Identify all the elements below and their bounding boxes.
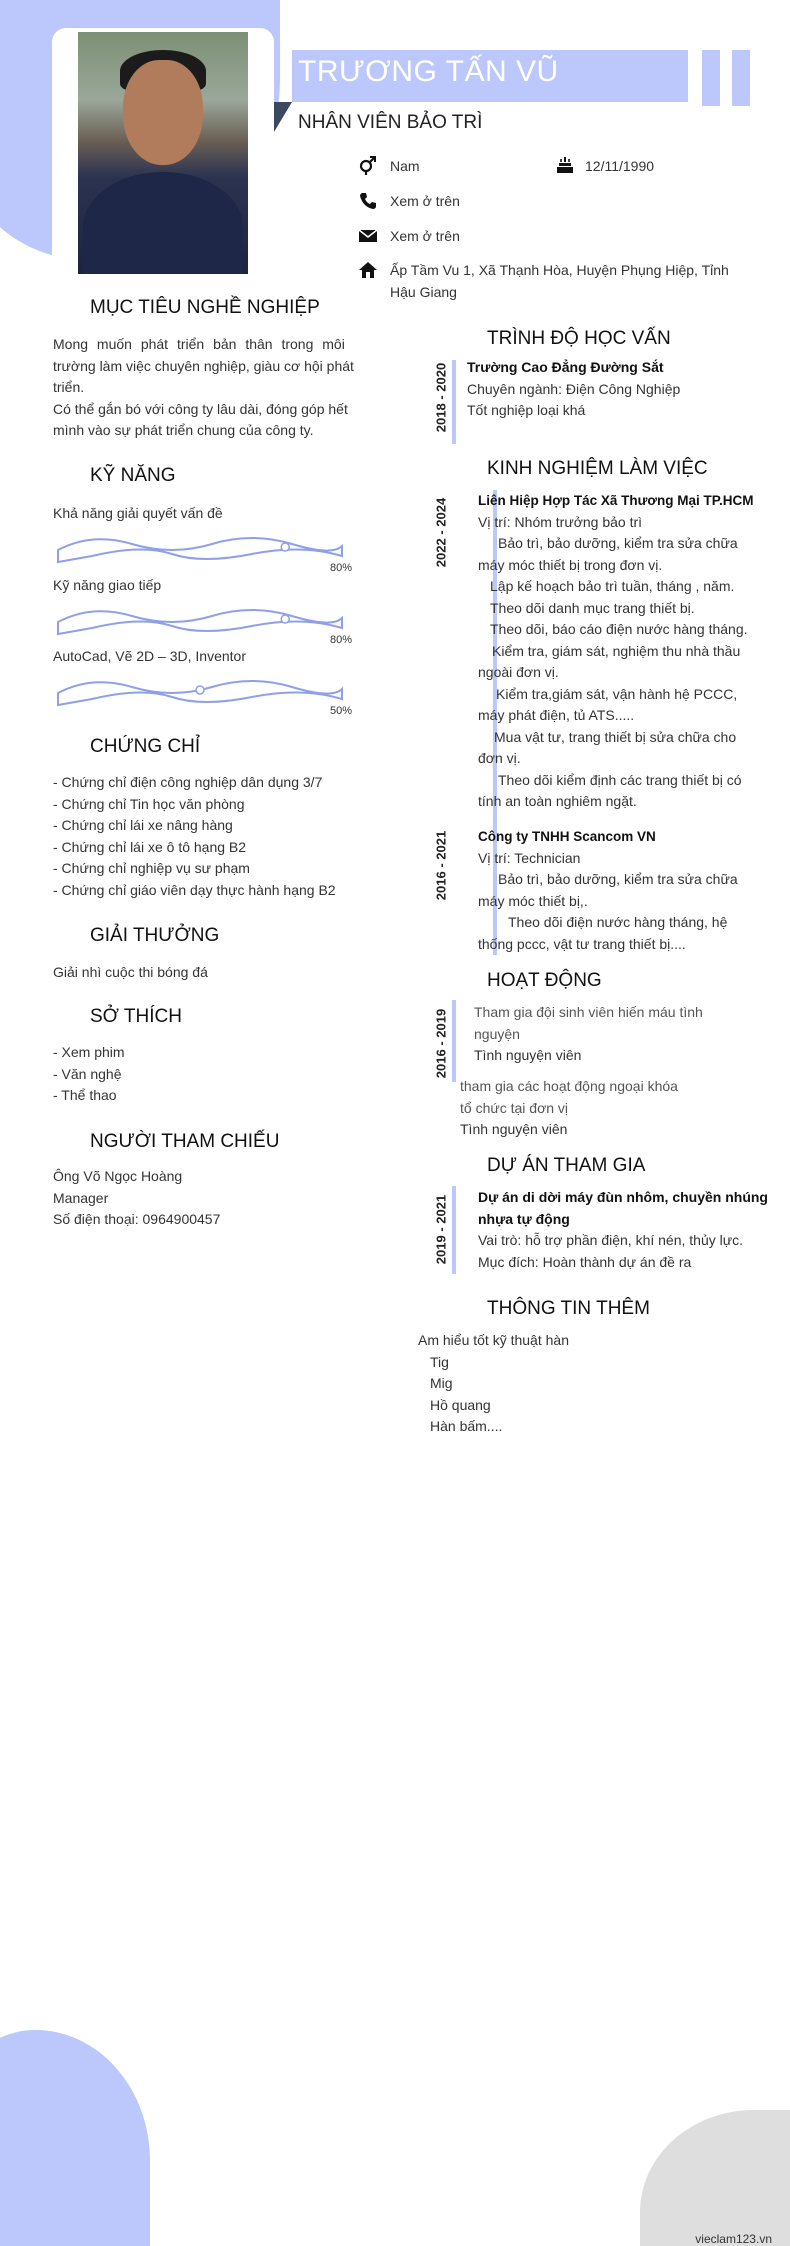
education-title: TRÌNH ĐỘ HỌC VẤN (487, 328, 671, 349)
hobby-item: - Thể thao (53, 1087, 117, 1103)
skill-percent: 80% (330, 562, 353, 574)
skill-level-knob (281, 543, 289, 551)
certificate-item: - Chứng chỉ Tin học văn phòng (53, 795, 245, 812)
experience-period: 2016 - 2021 (433, 830, 449, 901)
email-value: Xem ở trên (390, 228, 460, 244)
skill-percent: 50% (330, 705, 353, 717)
activities-title: HOẠT ĐỘNG (487, 970, 602, 991)
skill-bar (52, 675, 348, 707)
additional-title: THÔNG TIN THÊM (487, 1298, 650, 1319)
candidate-name: TRƯƠNG TẤN VŨ (298, 55, 559, 88)
gender-icon (358, 155, 378, 175)
decor-blob-bottom-right (640, 2110, 790, 2246)
objective-title: MỤC TIÊU NGHỀ NGHIỆP (90, 297, 320, 318)
job-title: NHÂN VIÊN BẢO TRÌ (298, 112, 483, 133)
experience-period: 2022 - 2024 (433, 497, 449, 568)
phone-value: Xem ở trên (390, 193, 460, 209)
projects-period: 2019 - 2021 (433, 1194, 449, 1265)
birthday-value: 12/11/1990 (585, 158, 655, 174)
activity-line: Tham gia đội sinh viên hiến máu tình (474, 1004, 703, 1020)
education-entry (467, 357, 680, 422)
project-name: nhựa tự động (478, 1210, 570, 1227)
job-duty-line: máy phát điện, tủ ATS..... (478, 707, 635, 723)
objective-line: Có thể gắn bó với công ty lâu dài, đóng góp hết (53, 400, 348, 417)
skill-name: AutoCad, Vẽ 2D – 3D, Inventor (53, 648, 246, 664)
certificates-title: CHỨNG CHỈ (90, 736, 201, 757)
phone-icon (358, 191, 378, 211)
decor-bar-1 (702, 50, 720, 106)
skills-title: KỸ NĂNG (90, 465, 176, 486)
additional-list (418, 1330, 569, 1438)
job-duty-line: Kiểm tra, giám sát, nghiệm thu nhà thầu (492, 642, 741, 659)
reference-item: Ông Võ Ngọc Hoàng (53, 1168, 183, 1184)
job-duty-line: Theo dõi danh mục trang thiết bị. (490, 599, 695, 616)
skill-bar (52, 604, 348, 636)
additional-line: Mig (430, 1375, 453, 1391)
awards-title: GIẢI THƯỞNG (90, 925, 220, 946)
certificates-list (53, 772, 336, 901)
education-period: 2018 - 2020 (433, 362, 449, 433)
references-title: NGƯỜI THAM CHIẾU (90, 1131, 280, 1152)
hobbies-title: SỞ THÍCH (90, 1006, 182, 1027)
award-item: Giải nhì cuộc thi bóng đá (53, 964, 208, 980)
job-entry (478, 490, 760, 813)
activity-entry (474, 1002, 703, 1067)
education-timeline-bar (452, 360, 456, 444)
banner-fold (274, 102, 292, 132)
school-name: Trường Cao Đẳng Đường Sắt (467, 359, 664, 375)
project-entry (478, 1187, 768, 1273)
job-position: Vị trí: Technician (478, 849, 581, 866)
job-duty-line: ngoài đơn vị. (478, 664, 559, 680)
project-goal: Mục đích: Hoàn thành dự án đề ra (478, 1253, 692, 1270)
reference-item: Số điện thoại: 0964900457 (53, 1211, 221, 1227)
job-duty-line: máy móc thiết bị trong đơn vị. (478, 556, 663, 573)
job-duty-line: Lập kế hoạch bảo trì tuần, tháng , năm. (490, 578, 735, 594)
education-grade: Tốt nghiệp loại khá (467, 402, 586, 418)
job-duty-line: thống pccc, vật tư trang thiết bị.... (478, 935, 686, 952)
job-duty-line: Bảo trì, bảo dưỡng, kiểm tra sửa chữa (498, 871, 738, 887)
job-position: Vị trí: Nhóm trưởng bảo trì (478, 513, 643, 530)
additional-line: Hồ quang (430, 1396, 491, 1413)
hobbies-list (53, 1042, 125, 1107)
job-entry (478, 826, 760, 955)
certificate-item: - Chứng chỉ lái xe ô tô hạng B2 (53, 838, 247, 855)
email-icon (358, 226, 378, 246)
objective-line: trường làm việc chuyên nghiệp, giàu cơ hội phát (53, 357, 354, 374)
activity-line: tổ chức tại đơn vị (460, 1099, 569, 1116)
gender-value: Nam (390, 158, 420, 174)
job-duty-line: Theo dõi điện nước hàng tháng, hệ (508, 914, 728, 930)
activities-timeline-bar (452, 1000, 456, 1082)
decor-bar-2 (732, 50, 750, 106)
objective-line: triển. (53, 379, 85, 395)
project-name: Dự án di dời máy đùn nhôm, chuyền nhúng (478, 1189, 768, 1205)
skill-level-knob (196, 686, 204, 694)
job-duty-line: đơn vị. (478, 750, 521, 766)
project-role: Vai trò: hỗ trợ phần điện, khí nén, thủy lực. (478, 1232, 743, 1248)
home-icon (358, 260, 378, 280)
additional-line: Am hiểu tốt kỹ thuật hàn (418, 1332, 569, 1348)
job-duty-line: Kiểm tra,giám sát, vận hành hệ PCCC, (496, 685, 738, 702)
objective-text (53, 334, 368, 442)
address-line-2: Hậu Giang (390, 284, 457, 300)
education-major: Chuyên ngành: Điện Công Nghiệp (467, 380, 681, 397)
decor-blob-bottom-left (0, 2030, 150, 2246)
certificate-item: - Chứng chỉ lái xe nâng hàng (53, 817, 233, 833)
skill-name: Kỹ năng giao tiếp (53, 577, 162, 593)
job-duty-line: Theo dõi kiểm định các trang thiết bị có (498, 771, 742, 788)
certificate-item: - Chứng chỉ giáo viên dạy thực hành hạng B2 (53, 881, 336, 898)
job-duty-line: Bảo trì, bảo dưỡng, kiểm tra sửa chữa (498, 535, 738, 551)
avatar (78, 32, 248, 274)
objective-line: Mong muốn phát triển bản thân trong môi (53, 336, 345, 352)
activity-line: Tình nguyện viên (474, 1047, 582, 1063)
activities-period: 2016 - 2019 (433, 1008, 449, 1079)
projects-timeline-bar (452, 1186, 456, 1274)
activity-line: Tình nguyện viên (460, 1121, 568, 1137)
watermark: vieclam123.vn (695, 2232, 772, 2246)
skill-percent: 80% (330, 634, 353, 646)
activity-line: nguyện (474, 1025, 520, 1042)
job-duty-line: Mua vật tư, trang thiết bị sửa chữa cho (494, 728, 737, 745)
company-name: Công ty TNHH Scancom VN (478, 829, 656, 844)
job-duty-line: máy móc thiết bị,. (478, 892, 588, 909)
experience-title: KINH NGHIỆM LÀM VIỆC (487, 458, 708, 479)
certificate-item: - Chứng chỉ nghiệp vụ sư phạm (53, 860, 250, 876)
skill-name: Khả năng giải quyết vấn đề (53, 505, 223, 521)
objective-line: mình vào sự phát triển chung của công ty. (53, 422, 314, 438)
skill-level-knob (281, 615, 289, 623)
skill-bar (52, 532, 348, 564)
reference-item: Manager (53, 1189, 109, 1206)
references-list (53, 1166, 220, 1231)
job-duty-line: Theo dõi, báo cáo điện nước hàng tháng. (490, 621, 748, 637)
hobby-item: - Văn nghệ (53, 1065, 122, 1082)
hobby-item: - Xem phim (53, 1044, 125, 1060)
address-line-1: Ấp Tầm Vu 1, Xã Thạnh Hòa, Huyện Phụng Hiệp, Tỉnh (390, 262, 729, 278)
additional-line: Hàn bấm.... (430, 1418, 503, 1434)
certificate-item: - Chứng chỉ điện công nghiệp dân dụng 3/7 (53, 774, 323, 790)
company-name: Liên Hiệp Hợp Tác Xã Thương Mại TP.HCM (478, 493, 754, 508)
job-duty-line: tính an toàn nghiêm ngặt. (478, 793, 637, 809)
additional-line: Tig (430, 1353, 449, 1370)
activity-entry (460, 1076, 678, 1141)
birthday-cake-icon (555, 155, 575, 175)
activity-line: tham gia các hoạt động ngoại khóa (460, 1078, 678, 1094)
projects-title: DỰ ÁN THAM GIA (487, 1155, 646, 1176)
